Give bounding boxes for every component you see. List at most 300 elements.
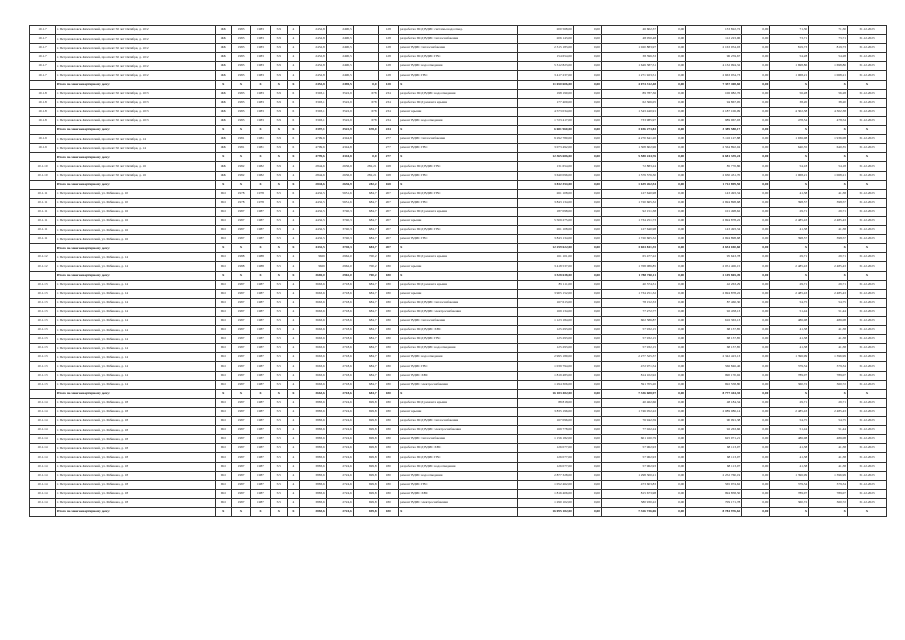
cell-area-living: 2490,5 [326,44,353,53]
cell-col13: 0,00 [573,53,601,62]
cell-area-other: 282,21 [353,162,378,171]
cell-year1: 1987 [231,489,250,498]
cell-work-type: ремонт ВДИС водоотведения [399,62,518,71]
cell-col18: 1 396,99 [770,353,809,362]
cell-id [30,126,56,135]
cell-area-living: 2636,9 [326,180,353,189]
cell-floors: 5/5 [270,235,287,244]
cell-work-type: ремонт ВДИС ГВС [399,235,518,244]
cell-col13: 0,00 [573,498,601,507]
cell-col15: 0,00 [658,244,686,253]
cell-mat: ЖБ [215,107,231,116]
cell-work-type: Х [399,507,518,516]
cell-col19: 56,28 [809,89,848,98]
table-row [30,262,887,271]
cell-year2: 1987 [251,444,270,453]
table-row [30,89,887,98]
cell-col13: 0,00 [573,417,601,426]
cell-col15: 0,00 [658,35,686,44]
cell-col17: 0,00 [742,398,770,407]
house-total-row [30,80,887,89]
cell-cost: 12 365 686,00 [517,153,573,162]
cell-address: г. Петропавловск-Камчатский, проспект 50 лет Октября, д. 14 [55,135,215,144]
cell-floors: Х [270,126,287,135]
cell-mat: ЖБ [215,62,231,71]
cell-mat: ПО [215,471,231,480]
cell-entr: 4 [287,435,299,444]
cell-deadline: 31.12.2023 [848,344,887,353]
cell-col17: 0,00 [742,171,770,180]
cell-cost: 206 143,00 [517,35,573,44]
cell-residents: 168 [378,180,399,189]
cell-cost: 261 108,00 [517,189,573,198]
cell-col17: 0,00 [742,153,770,162]
cell-area-other: 699,8 [353,444,378,453]
cell-col19: Х [809,271,848,280]
cell-address: г. Петропавловск-Камчатский, проспект 50 лет Октября, д. 10/2 [55,62,215,71]
cell-year2: Х [251,244,270,253]
cell-col15: 0,00 [658,480,686,489]
cell-floors: 5/5 [270,216,287,225]
table-row [30,53,887,62]
cell-deadline: 31.12.2023 [848,326,887,335]
cell-area-living: 2724,6 [326,444,353,453]
cell-cost: 2 315 183,00 [517,44,573,53]
cell-residents: 207 [378,244,399,253]
cell-deadline: 31.12.2023 [848,71,887,80]
cell-col17: 0,00 [742,407,770,416]
cell-col16: 95 643,78 [686,253,742,262]
cell-area-total: 3393,1 [299,98,326,107]
cell-area-other [353,135,378,144]
cell-entr: 6 [287,144,299,153]
cell-floors: 5/5 [270,371,287,380]
cell-year2: Х [251,180,270,189]
cell-col14: 580 930,22 [601,498,657,507]
cell-mat: ПО [215,189,231,198]
cell-col13: 0,00 [573,26,601,35]
cell-deadline: 31.12.2023 [848,335,887,344]
cell-work-type: ремонт ВДИС ГВС [399,171,518,180]
cell-work-type: Х [399,180,518,189]
table-row [30,116,887,125]
cell-floors: 5/9 [270,26,287,35]
cell-col15: 0,00 [658,417,686,426]
cell-col15: 0,00 [658,216,686,225]
cell-mat: Х [215,389,231,398]
cell-mat: ПО [215,280,231,289]
cell-cost: 261 108,00 [517,226,573,235]
cell-area-total: 4432,5 [299,207,326,216]
cell-col15: 0,00 [658,453,686,462]
cell-floors: Х [270,244,287,253]
cell-cost: 167 096,00 [517,417,573,426]
cell-col15: 0,00 [658,189,686,198]
cell-col14: 1 720 665,32 [601,198,657,207]
cell-area-total: 3393,1 [299,107,326,116]
cell-work-type: ремонт ВДИС ГВС [399,480,518,489]
cell-cost: 88 818,00 [517,398,573,407]
cell-col14: 92 151,38 [601,207,657,216]
cell-id: 10.1.10 [30,171,56,180]
cell-year1: 1987 [231,444,250,453]
cell-col18: 2 485,43 [770,262,809,271]
cell-mat: ПО [215,226,231,235]
cell-entr: 4 [287,235,299,244]
cell-cost: 3 640 096,00 [517,171,573,180]
cell-address: г. Петропавловск-Камчатский, ул. Рябикова, д. 10 [55,198,215,207]
cell-col13: 0,00 [573,80,601,89]
cell-floors: 5/5 [270,189,287,198]
cell-entr: 4 [287,453,299,462]
cell-address: г. Петропавловск-Камчатский, ул. Рябикова, д. 18 [55,489,215,498]
cell-year2: 1987 [251,489,270,498]
cell-col18: 29,71 [770,253,809,262]
cell-col14: 1 639 262,54 [601,180,657,189]
cell-col16: 112 223,96 [686,35,742,44]
cell-area-living: 3740,3 [326,244,353,253]
cell-col14: 1 734 251,73 [601,216,657,225]
cell-address: Итого по многоквартирному дому: [55,244,215,253]
cell-address: г. Петропавловск-Камчатский, проспект 50 лет Октября, д. 10/3 [55,116,215,125]
table-row [30,71,887,80]
table-row [30,480,887,489]
cell-col16: 68 137,85 [686,326,742,335]
cell-address: г. Петропавловск-Камчатский, ул. Рябикова, д. 10 [55,189,215,198]
cell-address: г. Петропавловск-Камчатский, ул. Рябикова, д. 16 [55,226,215,235]
cell-work-type: разработка ПСД ремонта крыши [399,207,518,216]
cell-area-living: 2724,6 [326,453,353,462]
cell-mat: ПО [215,480,231,489]
cell-col13: 0,00 [573,35,601,44]
cell-residents: 180 [378,489,399,498]
cell-floors: Х [270,180,287,189]
cell-col13: 0,00 [573,426,601,435]
cell-col13: 0,00 [573,153,601,162]
cell-area-total: 3663,6 [299,389,326,398]
cell-id: 10.1.11 [30,207,56,216]
cell-work-type: ремонт ВДИС теплоснабжения [399,135,518,144]
cell-floors: 5/5 [270,344,287,353]
cell-deadline: 31.12.2023 [848,144,887,153]
cell-id: 10.1.13 [30,280,56,289]
cell-area-total: 3663,6 [299,353,326,362]
cell-id: 10.1.13 [30,298,56,307]
cell-col19: Х [809,180,848,189]
cell-area-living: 2724,6 [326,417,353,426]
cell-id: 10.1.13 [30,353,56,362]
cell-col19: Х [809,507,848,516]
cell-col15: 0,00 [658,344,686,353]
cell-deadline: Х [848,507,887,516]
cell-col16: 87 460,30 [686,298,742,307]
cell-col13: 0,00 [573,271,601,280]
cell-col19: Х [809,244,848,253]
cell-area-living: 2718,6 [326,362,353,371]
table-row [30,326,887,335]
cell-col18: 38,20 [770,98,809,107]
table-row [30,226,887,235]
cell-id: 10.1.7 [30,53,56,62]
cell-deadline: 31.12.2023 [848,426,887,435]
cell-entr: Х [287,126,299,135]
cell-col18: Х [770,180,809,189]
cell-entr: 4 [287,253,299,262]
cell-col14: 1 734 251,32 [601,289,657,298]
cell-area-living: 2724,6 [326,462,353,471]
cell-area-other: 684,7 [353,380,378,389]
table-row [30,171,887,180]
cell-work-type: ремонт ВДИС ГВС [399,144,518,153]
cell-col17: 0,00 [742,298,770,307]
cell-address: г. Петропавловск-Камчатский, ул. Рябикова, д. 18 [55,398,215,407]
cell-year1: 1987 [231,335,250,344]
cell-area-other: 699,8 [353,435,378,444]
cell-residents: 277 [378,144,399,153]
cell-col16: 92 263,66 [686,426,742,435]
cell-col13: 0,00 [573,135,601,144]
cell-col13: 0,00 [573,262,601,271]
cell-col13: 0,00 [573,353,601,362]
cell-year1: 1983 [231,98,250,107]
cell-work-type: разработка ПСД ремонта крыши [399,398,518,407]
cell-col18: 54,75 [770,417,809,426]
cell-col13: 0,00 [573,471,601,480]
cell-cost: 125 293,00 [517,335,573,344]
cell-col15: 0,00 [658,62,686,71]
cell-deadline: Х [848,80,887,89]
cell-id: 10.1.8 [30,107,56,116]
cell-entr: 4 [287,317,299,326]
cell-address: г. Петропавловск-Камчатский, ул. Рябикова, д. 14 [55,253,215,262]
cell-area-other: 684,7 [353,189,378,198]
cell-col16: 94 867,95 [686,98,742,107]
cell-col13: 0,00 [573,280,601,289]
cell-col14: 40 462,66 [601,398,657,407]
cell-year1: 1987 [231,307,250,316]
cell-year2: 1987 [251,335,270,344]
cell-entr: 4 [287,344,299,353]
cell-col13: 0,00 [573,171,601,180]
cell-area-total: 2844,6 [299,180,326,189]
cell-work-type: разработка ПСД ВДИС ГВС [399,53,518,62]
cell-entr: 4 [287,35,299,44]
cell-entr: 4 [287,326,299,335]
cell-cost: 5 509 275,00 [517,216,573,225]
cell-col17: 0,00 [742,135,770,144]
cell-residents: 180 [378,398,399,407]
cell-id [30,507,56,516]
cell-col18: 2 485,43 [770,216,809,225]
cell-year1: 1987 [231,407,250,416]
cell-area-total: 3663,6 [299,335,326,344]
cell-col16: 68 113,07 [686,462,742,471]
cell-mat: ЖБ [215,162,231,171]
cell-col19: 54,28 [809,53,848,62]
cell-id [30,244,56,253]
cell-col18: 1 068,21 [770,71,809,80]
cell-address: г. Петропавловск-Камчатский, ул. Рябикова, д. 14 [55,307,215,316]
cell-col17: 0,00 [742,235,770,244]
cell-col14: 57 932,15 [601,344,657,353]
cell-address: г. Петропавловск-Камчатский, ул. Рябикова, д. 14 [55,335,215,344]
cell-deadline: 31.12.2023 [848,407,887,416]
cell-address: г. Петропавловск-Камчатский, проспект 50 лет Октября, д. 16 [55,162,215,171]
cell-year2: 1982 [251,171,270,180]
cell-work-type: разработка ПСД ВДИС теплоснабжения [399,417,518,426]
cell-address: Итого по многоквартирному дому: [55,153,215,162]
cell-entr: 4 [287,480,299,489]
cell-year1: 1987 [231,380,250,389]
cell-deadline: 31.12.2023 [848,307,887,316]
cell-area-other: 699,8 [353,498,378,507]
cell-entr: 4 [287,489,299,498]
cell-mat: ПО [215,307,231,316]
cell-col18: 2 485,43 [770,407,809,416]
cell-area-total: 3669,0 [299,271,326,280]
cell-col17: 0,00 [742,435,770,444]
cell-year2: Х [251,389,270,398]
cell-residents: 234 [378,89,399,98]
cell-col19: 360,72 [809,498,848,507]
cell-col16: 96 259,67 [686,53,742,62]
cell-cost: 3 843 134,00 [517,235,573,244]
cell-col16: 90 091,38 [686,417,742,426]
cell-year2: 1981 [251,135,270,144]
cell-area-living: 3522,9 [326,116,353,125]
cell-residents: 180 [378,417,399,426]
cell-cost: 161 101,00 [517,253,573,262]
cell-col18: 1 396,99 [770,471,809,480]
cell-area-other: 699,8 [353,453,378,462]
cell-col15: 0,00 [658,98,686,107]
cell-id: 10.1.8 [30,89,56,98]
cell-year2: 1987 [251,407,270,416]
table-row [30,135,887,144]
cell-area-other: 684,7 [353,216,378,225]
cell-entr: 4 [287,307,299,316]
cell-year1: Х [231,80,250,89]
cell-col14: 7 336 688,97 [601,389,657,398]
cell-area-other [353,62,378,71]
repair-plan-table [29,25,887,517]
cell-residents: 180 [378,253,399,262]
cell-residents: 128 [378,62,399,71]
cell-year1: 1983 [231,71,250,80]
cell-deadline: Х [848,153,887,162]
cell-col18: Х [770,126,809,135]
cell-area-other [353,53,378,62]
cell-col16: 42 263,29 [686,280,742,289]
table-row [30,198,887,207]
cell-mat: ПО [215,417,231,426]
cell-mat: ПО [215,262,231,271]
cell-id [30,389,56,398]
cell-year1: 1987 [231,317,250,326]
cell-col17: 0,00 [742,471,770,480]
cell-deadline: 31.12.2023 [848,216,887,225]
cell-id: 10.1.12 [30,262,56,271]
table-row [30,289,887,298]
cell-id: 10.1.14 [30,489,56,498]
cell-year2: 1987 [251,398,270,407]
cell-cost: 4 573 034,00 [517,107,573,116]
cell-year1: 1987 [231,480,250,489]
cell-col15: 0,00 [658,326,686,335]
cell-deadline: 31.12.2023 [848,371,887,380]
cell-residents: 180 [378,307,399,316]
cell-cost: 1 156 182,00 [517,435,573,444]
cell-residents: 180 [378,444,399,453]
cell-cost: 169 778,00 [517,426,573,435]
cell-col18: Х [770,271,809,280]
cell-year2: 1983 [251,44,270,53]
cell-col15: 0,00 [658,116,686,125]
table-row [30,98,887,107]
cell-address: г. Петропавловск-Камчатский, проспект 50 лет Октября, д. 10/3 [55,89,215,98]
cell-col13: 0,00 [573,144,601,153]
cell-id: 10.1.7 [30,62,56,71]
cell-col18: 819,73 [770,44,809,53]
cell-area-living: 2718,6 [326,389,353,398]
cell-floors: Х [270,389,287,398]
cell-address: г. Петропавловск-Камчатский, проспект 50 лет Октября, д. 16 [55,171,215,180]
cell-col15: 0,00 [658,226,686,235]
cell-floors: 5/5 [270,280,287,289]
cell-address: г. Петропавловск-Камчатский, ул. Рябикова, д. 14 [55,371,215,380]
cell-year1: 1983 [231,62,250,71]
cell-address: Итого по многоквартирному дому: [55,80,215,89]
cell-col19: Х [809,80,848,89]
cell-col19: 2 485,43 [809,262,848,271]
cell-area-living: 2490,5 [326,80,353,89]
cell-year1: 1982 [231,162,250,171]
cell-cost: 200 568,00 [517,26,573,35]
cell-residents: 207 [378,235,399,244]
cell-col17: 0,00 [742,207,770,216]
cell-col18: 789,07 [770,371,809,380]
cell-col18: Х [770,80,809,89]
cell-col14: 77 272,77 [601,307,657,316]
cell-area-living: 2724,6 [326,507,353,516]
cell-work-type: ремонт ВДИС ГВС [399,362,518,371]
cell-cost: 126 077,00 [517,453,573,462]
cell-col15: 0,00 [658,80,686,89]
cell-col16: 990 170,92 [686,371,742,380]
cell-col13: 0,00 [573,398,601,407]
cell-col18: 54,18 [770,162,809,171]
cell-area-living: 2636,9 [326,171,353,180]
cell-col18: 73,71 [770,35,809,44]
cell-entr: 4 [287,171,299,180]
cell-col17: 0,00 [742,262,770,271]
cell-area-other: 684,7 [353,335,378,344]
cell-col18: 360,72 [770,380,809,389]
cell-col14: 76 942,59 [601,417,657,426]
cell-year2: 1987 [251,426,270,435]
cell-year2: 1987 [251,280,270,289]
cell-col14: 38 396,33 [601,53,657,62]
cell-work-type: ремонт крыши [399,262,518,271]
cell-col15: 0,00 [658,162,686,171]
cell-entr: 4 [287,471,299,480]
cell-col16: 2 694 898,68 [686,198,742,207]
cell-address: г. Петропавловск-Камчатский, ул. Рябикова, д. 18 [55,435,215,444]
cell-deadline: 31.12.2023 [848,98,887,107]
cell-area-living: 2718,6 [326,307,353,316]
cell-col17: 0,00 [742,498,770,507]
cell-floors: 5/9 [270,135,287,144]
